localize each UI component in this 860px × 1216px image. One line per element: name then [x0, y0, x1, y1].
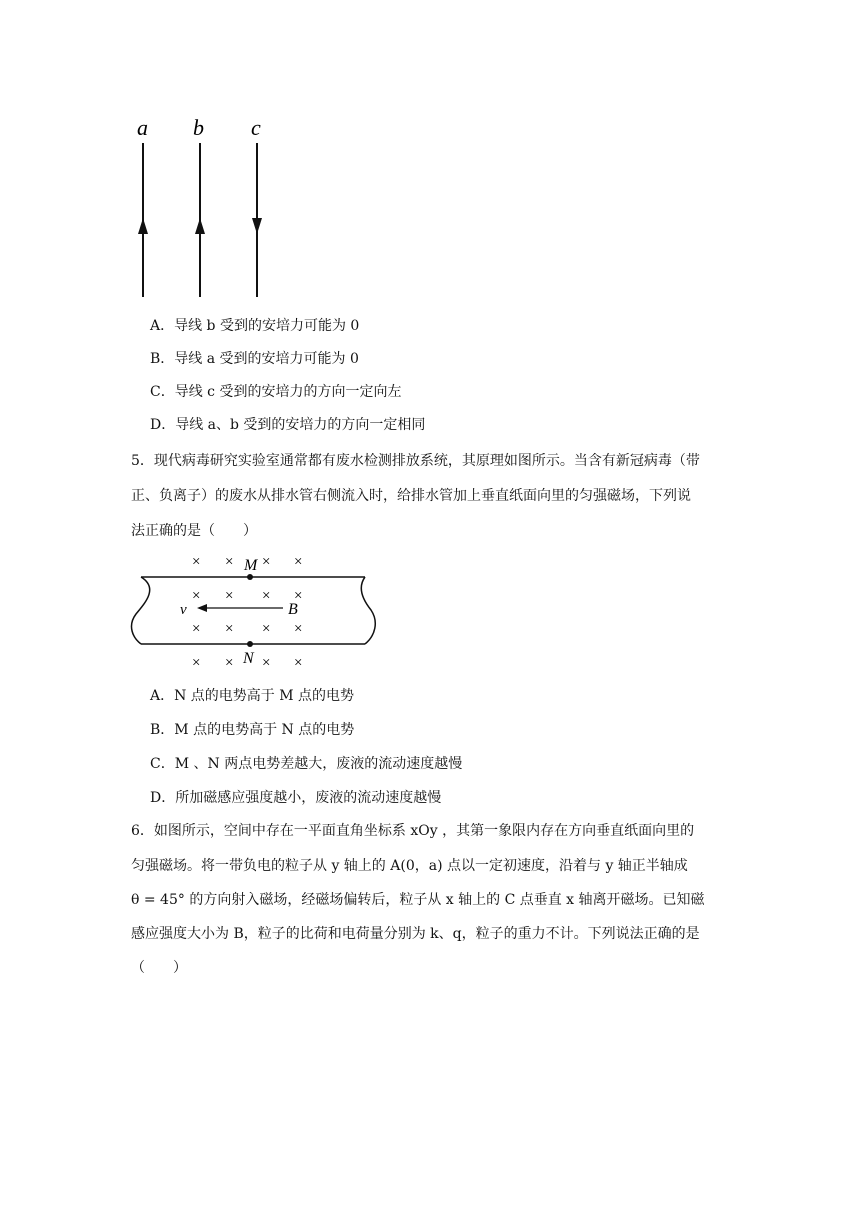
field-cross: × [192, 655, 201, 671]
pipe-left-end [132, 577, 150, 644]
q6-stem-line4: 感应强度大小为 B，粒子的比荷和电荷量分别为 k、q，粒子的重力不计。下列说法正确的是 [131, 926, 700, 942]
q6-stem-line5: （ ） [131, 960, 187, 976]
q5-option-c: C．M 、N 两点电势差越大，废液的流动速度越慢 [150, 756, 463, 772]
wire-a-label: a [137, 115, 148, 140]
q5-option-a: A．N 点的电势高于 M 点的电势 [150, 688, 355, 704]
q4-option-a: A．导线 b 受到的安培力可能为 0 [150, 318, 360, 334]
q5-stem-line1: 5．现代病毒研究实验室通常都有废水检测排放系统，其原理如图所示。当含有新冠病毒（带 [131, 453, 700, 469]
label-n: N [243, 650, 254, 667]
q4-option-b: B．导线 a 受到的安培力可能为 0 [150, 351, 359, 367]
q6-stem-line3: θ = 45° 的方向射入磁场，经磁场偏转后，粒子从 x 轴上的 C 点垂直 x 轴离开磁场。已知磁 [131, 892, 705, 908]
wire-c-arrow-down [252, 218, 262, 234]
q5-stem-line3: 法正确的是（ ） [131, 523, 257, 539]
wire-b-arrow-up [195, 218, 205, 234]
field-cross: × [192, 554, 201, 570]
velocity-arrowhead [197, 604, 207, 612]
field-cross: × [294, 621, 303, 637]
pipe-figure [125, 548, 385, 673]
q6-stem-line1: 6．如图所示，空间中存在一平面直角坐标系 xOy ，其第一象限内存在方向垂直纸面向里的 [131, 823, 695, 839]
field-cross: × [225, 621, 234, 637]
field-cross: × [225, 655, 234, 671]
wire-a-arrow-up [138, 218, 148, 234]
q6-stem-line2: 匀强磁场。将一带负电的粒子从 y 轴上的 A(0，a) 点以一定初速度，沿着与 y 轴正半轴成 [131, 858, 688, 874]
wire-b-label: b [193, 115, 204, 140]
field-cross: × [294, 554, 303, 570]
point-n [247, 641, 253, 647]
field-cross: × [262, 554, 271, 570]
wire-c-label: c [251, 115, 261, 140]
q4-option-c: C．导线 c 受到的安培力的方向一定向左 [150, 384, 402, 400]
label-m: M [244, 557, 258, 574]
label-v: v [180, 602, 187, 618]
pipe-right-end [361, 577, 375, 644]
field-cross: × [262, 588, 271, 604]
field-cross: × [225, 554, 234, 570]
point-m [247, 574, 253, 580]
q5-option-b: B．M 点的电势高于 N 点的电势 [150, 722, 355, 738]
field-cross: × [262, 621, 271, 637]
field-cross: × [192, 588, 201, 604]
label-b: B [288, 601, 298, 618]
field-cross: × [192, 621, 201, 637]
q5-option-d: D．所加磁感应强度越小，废液的流动速度越慢 [150, 790, 442, 806]
q5-stem-line2: 正、负离子）的废水从排水管右侧流入时，给排水管加上垂直纸面向里的匀强磁场，下列说 [131, 488, 691, 504]
field-cross: × [294, 655, 303, 671]
field-cross: × [262, 655, 271, 671]
q4-option-d: D．导线 a、b 受到的安培力的方向一定相同 [150, 417, 426, 433]
field-cross: × [294, 588, 303, 604]
field-cross: × [225, 588, 234, 604]
wires-figure [120, 110, 290, 305]
